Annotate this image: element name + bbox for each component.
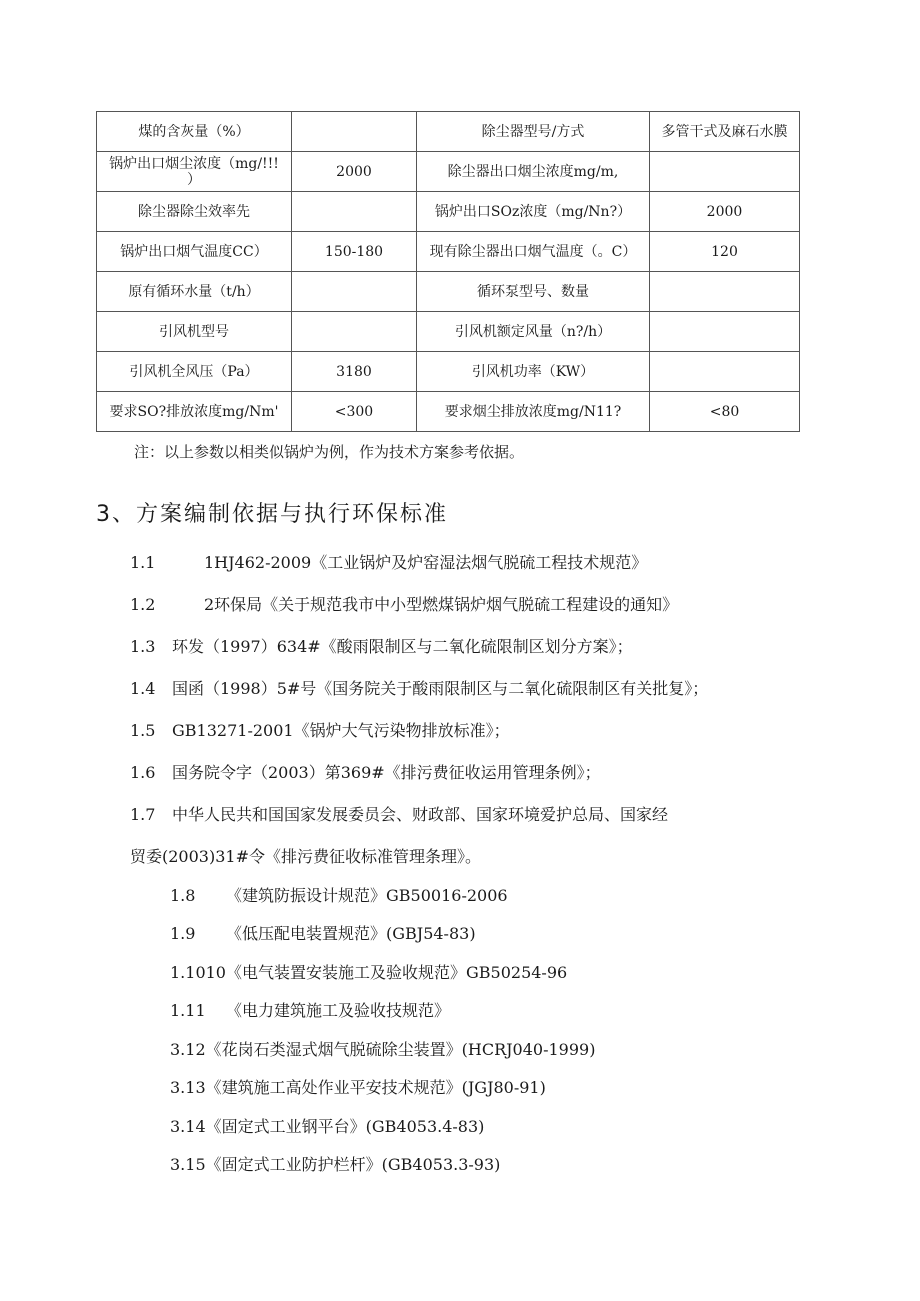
param-value: <300 <box>292 392 417 432</box>
param-value: 2000 <box>650 192 800 232</box>
reference-item <box>170 1075 546 1098</box>
reference-item <box>170 960 567 983</box>
param-value: 150-180 <box>292 232 417 272</box>
section-heading: 3、方案编制依据与执行环保标准 <box>96 502 448 527</box>
reference-text: 国函（1998）5#号《国务院关于酸雨限制区与二氧化硫限制区有关批复》； <box>172 679 709 698</box>
reference-number: 1.2 <box>130 595 156 614</box>
reference-number: 1.7 <box>130 805 156 824</box>
reference-text: 贸委(2003)31#令《排污费征收标准管理条理》。 <box>130 847 481 866</box>
param-value: 多管干式及麻石水膜 <box>650 112 800 152</box>
table-row <box>97 272 800 312</box>
param-value <box>650 152 800 192</box>
reference-number: 1.9 <box>170 924 196 943</box>
reference-text: 《固定式工业钢平台》(GB4053.4-83) <box>205 1117 485 1136</box>
param-label: 锅炉出口SOz浓度（mg/Nn?） <box>417 192 650 232</box>
reference-item <box>130 844 481 867</box>
reference-number: 3.13 <box>170 1078 206 1097</box>
param-value <box>292 192 417 232</box>
reference-item <box>130 592 678 615</box>
param-label: 引风机功率（KW） <box>417 352 650 392</box>
param-label: 除尘器型号/方式 <box>417 112 650 152</box>
table-row <box>97 152 800 192</box>
reference-text: 《低压配电装置规范》(GBJ54-83) <box>226 924 476 943</box>
table-row <box>97 312 800 352</box>
reference-item <box>130 802 668 825</box>
reference-text: 环发（1997）634#《酸雨限制区与二氧化硫限制区划分方案》； <box>172 637 633 656</box>
reference-text: 国务院令字（2003）第369#《排污费征收运用管理条例》； <box>172 763 601 782</box>
reference-item <box>130 550 647 573</box>
table-row <box>97 112 800 152</box>
reference-item <box>170 1114 484 1137</box>
reference-text: GB13271-2001《锅炉大气污染物排放标准》； <box>172 721 510 740</box>
reference-number: 1.5 <box>130 721 156 740</box>
reference-item <box>170 921 476 944</box>
table-note: 注：以上参数以相类似锅炉为例，作为技术方案参考依据。 <box>134 443 525 461</box>
table-row <box>97 232 800 272</box>
param-label: 锅炉出口烟气温度CC） <box>97 232 292 272</box>
reference-text: 《建筑防振设计规范》GB50016-2006 <box>226 886 508 905</box>
param-label: 现有除尘器出口烟气温度（。C） <box>417 232 650 272</box>
reference-item <box>170 1037 595 1060</box>
param-label: 引风机额定风量（n?/h） <box>417 312 650 352</box>
reference-text: 《建筑施工高处作业平安技术规范》(JGJ80-91) <box>205 1078 546 1097</box>
param-label: 循环泵型号、数量 <box>417 272 650 312</box>
reference-item <box>130 676 708 699</box>
reference-text: 中华人民共和国国家发展委员会、财政部、国家环境爱护总局、国家经 <box>172 805 669 824</box>
param-label: 煤的含灰量（%） <box>97 112 292 152</box>
reference-number: 1.4 <box>130 679 156 698</box>
reference-text: 《电力建筑施工及验收技规范》 <box>226 1001 451 1020</box>
reference-number: 1.6 <box>130 763 156 782</box>
reference-text: 《花岗石类湿式烟气脱硫除尘装置》(HCRJ040-1999) <box>205 1040 596 1059</box>
param-value <box>292 112 417 152</box>
param-label: 引风机型号 <box>97 312 292 352</box>
param-value <box>292 312 417 352</box>
reference-item <box>130 718 510 741</box>
reference-number: 3.15 <box>170 1155 206 1174</box>
param-label: 要求SO?排放浓度mg/Nm' <box>97 392 292 432</box>
reference-text: 2环保局《关于规范我市中小型燃煤锅炉烟气脱硫工程建设的通知》 <box>204 595 679 614</box>
param-label: 引风机全风压（Pa） <box>97 352 292 392</box>
reference-number: 3.14 <box>170 1117 206 1136</box>
param-value: 2000 <box>292 152 417 192</box>
param-value <box>650 352 800 392</box>
table-row <box>97 392 800 432</box>
param-label: 要求烟尘排放浓度mg/N11? <box>417 392 650 432</box>
boiler-parameter-table <box>96 111 800 432</box>
param-label: 锅炉出口烟尘浓度（mg/!!! ） <box>97 152 292 192</box>
param-value: 120 <box>650 232 800 272</box>
param-label: 除尘器除尘效率先 <box>97 192 292 232</box>
reference-text: 《固定式工业防护栏杆》(GB4053.3-93) <box>205 1155 501 1174</box>
reference-item <box>130 760 601 783</box>
reference-text: 1HJ462-2009《工业锅炉及炉窑湿法烟气脱硫工程技术规范》 <box>204 553 648 572</box>
param-value: 3180 <box>292 352 417 392</box>
param-label: 原有循环水量（t/h） <box>97 272 292 312</box>
reference-item <box>170 883 508 906</box>
param-value <box>650 272 800 312</box>
param-label: 除尘器出口烟尘浓度mg/m, <box>417 152 650 192</box>
reference-text: 10《电气装置安装施工及验收规范》GB50254-96 <box>205 963 568 982</box>
reference-item <box>170 1152 500 1175</box>
param-value <box>292 272 417 312</box>
reference-item <box>170 998 450 1021</box>
reference-number: 3.12 <box>170 1040 206 1059</box>
reference-number: 1.11 <box>170 1001 206 1020</box>
reference-number: 1.3 <box>130 637 156 656</box>
table-row <box>97 352 800 392</box>
table-row <box>97 192 800 232</box>
reference-item <box>130 634 633 657</box>
reference-number: 1.10 <box>170 963 206 982</box>
reference-number: 1.8 <box>170 886 196 905</box>
param-value <box>650 312 800 352</box>
reference-number: 1.1 <box>130 553 156 572</box>
param-value: <80 <box>650 392 800 432</box>
